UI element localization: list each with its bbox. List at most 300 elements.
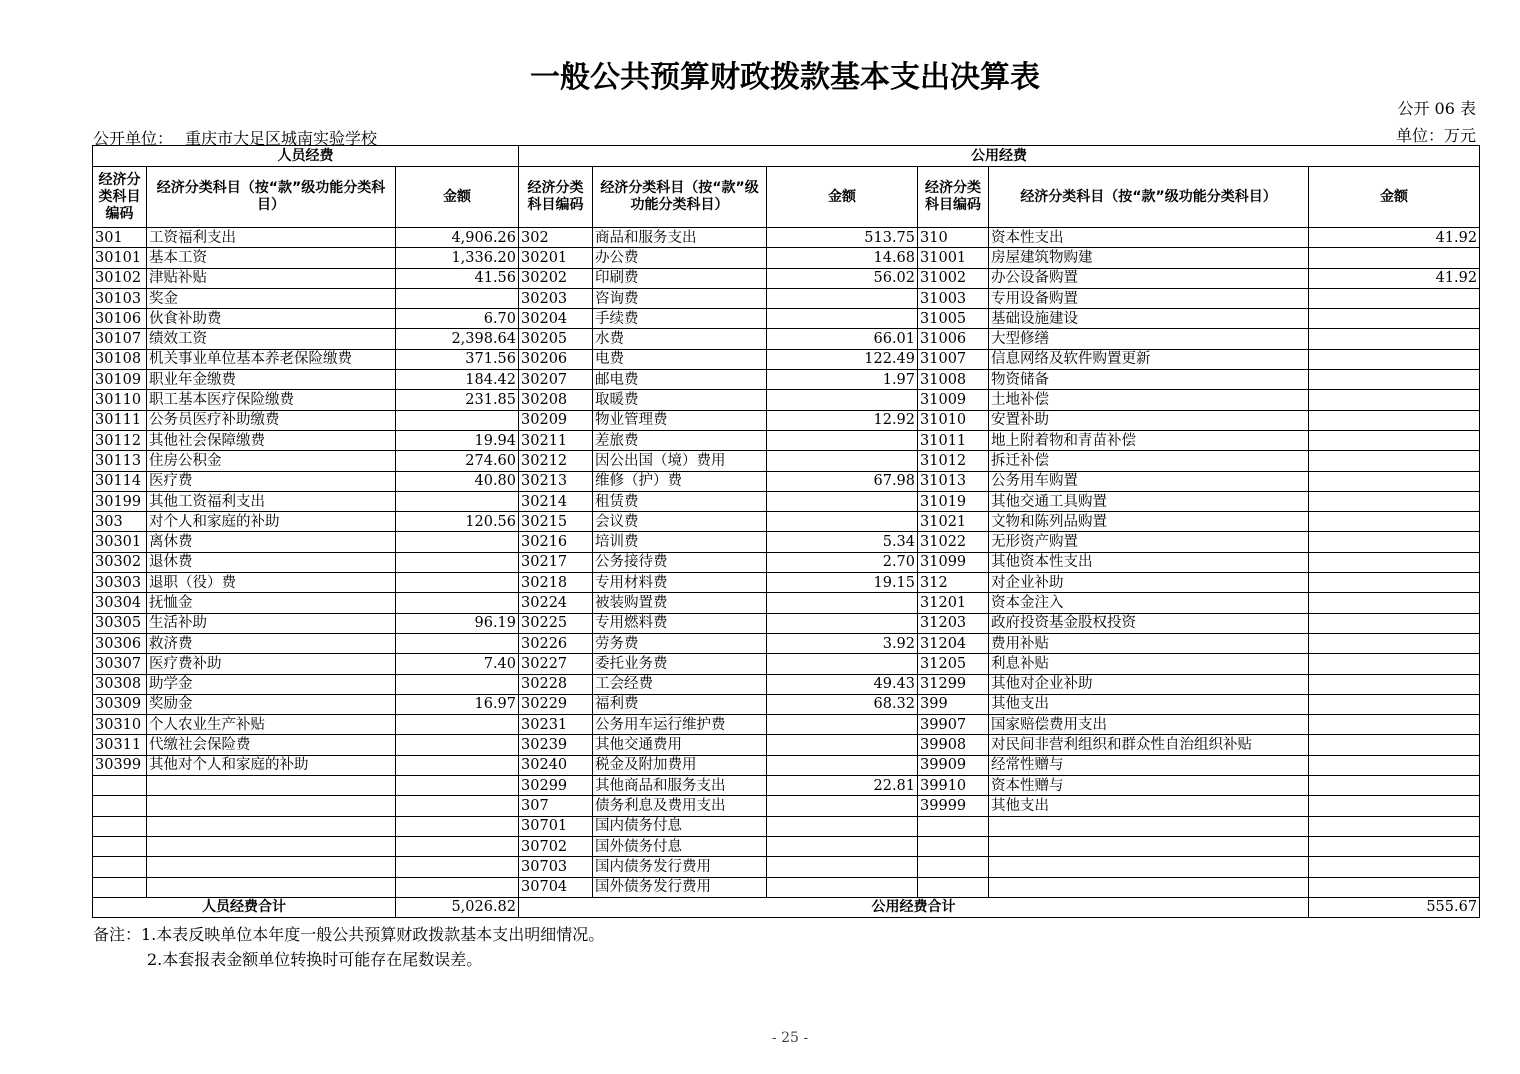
- personnel-amount-cell: [396, 552, 519, 572]
- personnel-amount-cell: [396, 776, 519, 796]
- public-item-cell: 电费: [593, 349, 767, 369]
- personnel-item-cell: 住房公积金: [147, 451, 396, 471]
- public-amount-cell: [767, 288, 918, 308]
- public-amount-cell: [767, 512, 918, 532]
- personnel-item-cell: 退休费: [147, 552, 396, 572]
- table-row: [93, 633, 1480, 653]
- public-code-cell: 30216: [519, 532, 593, 552]
- public-amount-cell: [767, 430, 918, 450]
- capital-amount-cell: [1309, 776, 1480, 796]
- personnel-code-cell: 30308: [93, 674, 147, 694]
- personnel-amount-cell: [396, 877, 519, 897]
- capital-item-cell: [989, 877, 1309, 897]
- capital-amount-cell: [1309, 390, 1480, 410]
- public-code-cell: 30239: [519, 735, 593, 755]
- capital-code-cell: 31012: [918, 451, 989, 471]
- personnel-amount-cell: [396, 593, 519, 613]
- personnel-code-cell: [93, 816, 147, 836]
- capital-code-cell: 39909: [918, 755, 989, 775]
- unit-label: 公开单位：: [93, 129, 174, 148]
- table-row: [93, 776, 1480, 796]
- amount-header: 金额: [1309, 167, 1480, 228]
- capital-amount-cell: [1309, 288, 1480, 308]
- personnel-item-cell: 公务员医疗补助缴费: [147, 410, 396, 430]
- personnel-code-cell: 30103: [93, 288, 147, 308]
- public-item-cell: 取暖费: [593, 390, 767, 410]
- capital-code-cell: 31021: [918, 512, 989, 532]
- public-amount-cell: [767, 451, 918, 471]
- personnel-amount-cell: 274.60: [396, 451, 519, 471]
- personnel-item-cell: [147, 836, 396, 856]
- capital-amount-cell: [1309, 512, 1480, 532]
- personnel-code-cell: 30199: [93, 491, 147, 511]
- personnel-item-cell: 机关事业单位基本养老保险缴费: [147, 349, 396, 369]
- table-row: [93, 390, 1480, 410]
- table-row: [93, 857, 1480, 877]
- personnel-item-cell: 其他对个人和家庭的补助: [147, 755, 396, 775]
- name-header: 经济分类科目（按“款”级功能分类科目）: [593, 167, 767, 228]
- capital-amount-cell: [1309, 613, 1480, 633]
- notes: [93, 922, 604, 972]
- public-amount-cell: [767, 593, 918, 613]
- public-code-cell: 30226: [519, 633, 593, 653]
- public-item-cell: 手续费: [593, 309, 767, 329]
- table-row: [93, 430, 1480, 450]
- personnel-total-amount: 5,026.82: [396, 897, 519, 917]
- personnel-item-cell: 对个人和家庭的补助: [147, 512, 396, 532]
- public-item-cell: 会议费: [593, 512, 767, 532]
- personnel-item-cell: 基本工资: [147, 248, 396, 268]
- personnel-item-cell: 代缴社会保险费: [147, 735, 396, 755]
- public-item-cell: 公务用车运行维护费: [593, 715, 767, 735]
- personnel-amount-cell: [396, 674, 519, 694]
- column-header-row: [93, 167, 1480, 228]
- personnel-amount-cell: 4,906.26: [396, 228, 519, 248]
- personnel-item-cell: 其他工资福利支出: [147, 491, 396, 511]
- capital-amount-cell: 41.92: [1309, 228, 1480, 248]
- capital-item-cell: 利息补贴: [989, 654, 1309, 674]
- name-header: 经济分类科目（按“款”级功能分类科目）: [989, 167, 1309, 228]
- table-row: [93, 491, 1480, 511]
- personnel-amount-cell: 231.85: [396, 390, 519, 410]
- public-item-cell: 邮电费: [593, 370, 767, 390]
- public-code-cell: 30229: [519, 694, 593, 714]
- table-row: [93, 715, 1480, 735]
- public-code-cell: 30202: [519, 268, 593, 288]
- capital-code-cell: 31011: [918, 430, 989, 450]
- public-item-cell: 委托业务费: [593, 654, 767, 674]
- public-amount-cell: 67.98: [767, 471, 918, 491]
- capital-item-cell: 文物和陈列品购置: [989, 512, 1309, 532]
- public-item-cell: 专用材料费: [593, 573, 767, 593]
- public-amount-cell: [767, 877, 918, 897]
- public-amount-cell: 12.92: [767, 410, 918, 430]
- public-amount-cell: 68.32: [767, 694, 918, 714]
- capital-code-cell: 31003: [918, 288, 989, 308]
- currency-unit: 单位：万元: [1395, 126, 1476, 145]
- public-item-cell: 福利费: [593, 694, 767, 714]
- personnel-code-cell: 30303: [93, 573, 147, 593]
- capital-item-cell: 经常性赠与: [989, 755, 1309, 775]
- personnel-item-cell: [147, 857, 396, 877]
- capital-code-cell: 31201: [918, 593, 989, 613]
- table-row: [93, 755, 1480, 775]
- personnel-item-cell: 职工基本医疗保险缴费: [147, 390, 396, 410]
- capital-item-cell: [989, 836, 1309, 856]
- public-item-cell: 培训费: [593, 532, 767, 552]
- capital-code-cell: 39999: [918, 796, 989, 816]
- public-item-cell: 差旅费: [593, 430, 767, 450]
- capital-code-cell: 39907: [918, 715, 989, 735]
- public-code-cell: 30211: [519, 430, 593, 450]
- personnel-amount-cell: 184.42: [396, 370, 519, 390]
- personnel-item-cell: 抚恤金: [147, 593, 396, 613]
- personnel-code-cell: 30302: [93, 552, 147, 572]
- public-amount-cell: [767, 309, 918, 329]
- capital-amount-cell: [1309, 836, 1480, 856]
- public-item-cell: 国外债务付息: [593, 836, 767, 856]
- personnel-item-cell: 其他社会保障缴费: [147, 430, 396, 450]
- public-total-label: 公用经费合计: [519, 897, 1309, 917]
- public-amount-cell: [767, 857, 918, 877]
- personnel-code-cell: 30113: [93, 451, 147, 471]
- code-header: 经济分类科目编码: [519, 167, 593, 228]
- table-row: [93, 370, 1480, 390]
- table-row: [93, 877, 1480, 897]
- capital-item-cell: 基础设施建设: [989, 309, 1309, 329]
- public-amount-cell: 56.02: [767, 268, 918, 288]
- capital-amount-cell: [1309, 796, 1480, 816]
- capital-item-cell: [989, 857, 1309, 877]
- personnel-item-cell: [147, 877, 396, 897]
- table-row: [93, 349, 1480, 369]
- code-header: 经济分类科目编码: [918, 167, 989, 228]
- capital-item-cell: 对民间非营利组织和群众性自治组织补贴: [989, 735, 1309, 755]
- table-row: [93, 816, 1480, 836]
- capital-code-cell: 312: [918, 573, 989, 593]
- personnel-amount-cell: [396, 836, 519, 856]
- capital-amount-cell: [1309, 248, 1480, 268]
- table-row: [93, 512, 1480, 532]
- personnel-amount-cell: 120.56: [396, 512, 519, 532]
- capital-amount-cell: [1309, 654, 1480, 674]
- public-item-cell: 国外债务发行费用: [593, 877, 767, 897]
- personnel-code-cell: [93, 857, 147, 877]
- personnel-amount-cell: 1,336.20: [396, 248, 519, 268]
- personnel-amount-cell: 41.56: [396, 268, 519, 288]
- capital-code-cell: 31005: [918, 309, 989, 329]
- capital-amount-cell: [1309, 349, 1480, 369]
- capital-amount-cell: [1309, 573, 1480, 593]
- capital-item-cell: 信息网络及软件购置更新: [989, 349, 1309, 369]
- capital-amount-cell: [1309, 370, 1480, 390]
- personnel-code-cell: 30301: [93, 532, 147, 552]
- capital-amount-cell: [1309, 491, 1480, 511]
- public-item-cell: 国内债务发行费用: [593, 857, 767, 877]
- public-amount-cell: [767, 715, 918, 735]
- capital-code-cell: 31205: [918, 654, 989, 674]
- personnel-code-cell: 30112: [93, 430, 147, 450]
- personnel-code-cell: 30310: [93, 715, 147, 735]
- public-item-cell: 咨询费: [593, 288, 767, 308]
- table-row: [93, 654, 1480, 674]
- public-amount-cell: 19.15: [767, 573, 918, 593]
- personnel-amount-cell: [396, 532, 519, 552]
- personnel-amount-cell: [396, 796, 519, 816]
- personnel-code-cell: 30101: [93, 248, 147, 268]
- capital-item-cell: 大型修缮: [989, 329, 1309, 349]
- public-item-cell: 其他交通费用: [593, 735, 767, 755]
- capital-item-cell: 物资储备: [989, 370, 1309, 390]
- personnel-amount-cell: [396, 816, 519, 836]
- personnel-amount-cell: [396, 288, 519, 308]
- personnel-item-cell: [147, 816, 396, 836]
- capital-item-cell: 资本性支出: [989, 228, 1309, 248]
- capital-item-cell: 房屋建筑物购建: [989, 248, 1309, 268]
- public-code-cell: 30701: [519, 816, 593, 836]
- public-code-cell: 30217: [519, 552, 593, 572]
- capital-amount-cell: [1309, 816, 1480, 836]
- table-row: [93, 613, 1480, 633]
- public-amount-cell: [767, 796, 918, 816]
- public-amount-cell: 14.68: [767, 248, 918, 268]
- personnel-code-cell: 30306: [93, 633, 147, 653]
- personnel-code-cell: [93, 796, 147, 816]
- public-code-cell: 30208: [519, 390, 593, 410]
- table-row: [93, 552, 1480, 572]
- public-item-cell: 物业管理费: [593, 410, 767, 430]
- public-code-cell: 30218: [519, 573, 593, 593]
- capital-item-cell: 其他支出: [989, 796, 1309, 816]
- public-code-cell: 30231: [519, 715, 593, 735]
- note-2: 2.本套报表金额单位转换时可能存在尾数误差。: [147, 950, 483, 969]
- capital-item-cell: 无形资产购置: [989, 532, 1309, 552]
- table-row: [93, 268, 1480, 288]
- public-item-cell: 债务利息及费用支出: [593, 796, 767, 816]
- table-number: 公开 06 表: [1397, 99, 1476, 118]
- personnel-code-cell: 30108: [93, 349, 147, 369]
- personnel-code-cell: 30106: [93, 309, 147, 329]
- capital-amount-cell: [1309, 674, 1480, 694]
- capital-item-cell: 国家赔偿费用支出: [989, 715, 1309, 735]
- public-item-cell: 劳务费: [593, 633, 767, 653]
- public-item-cell: 因公出国（境）费用: [593, 451, 767, 471]
- personnel-item-cell: 伙食补助费: [147, 309, 396, 329]
- capital-code-cell: 31019: [918, 491, 989, 511]
- public-code-cell: 30299: [519, 776, 593, 796]
- capital-amount-cell: [1309, 532, 1480, 552]
- personnel-item-cell: 离休费: [147, 532, 396, 552]
- table-row: [93, 471, 1480, 491]
- public-code-cell: 30214: [519, 491, 593, 511]
- table-body: [93, 146, 1480, 918]
- capital-code-cell: 31022: [918, 532, 989, 552]
- public-item-cell: 税金及附加费用: [593, 755, 767, 775]
- capital-amount-cell: [1309, 877, 1480, 897]
- personnel-item-cell: 生活补助: [147, 613, 396, 633]
- personnel-item-cell: 津贴补贴: [147, 268, 396, 288]
- capital-amount-cell: [1309, 552, 1480, 572]
- public-code-cell: 30205: [519, 329, 593, 349]
- personnel-item-cell: 奖励金: [147, 694, 396, 714]
- capital-code-cell: 31002: [918, 268, 989, 288]
- personnel-amount-cell: [396, 633, 519, 653]
- capital-amount-cell: [1309, 430, 1480, 450]
- personnel-item-cell: 助学金: [147, 674, 396, 694]
- personnel-item-cell: 医疗费: [147, 471, 396, 491]
- capital-code-cell: 31204: [918, 633, 989, 653]
- table-row: [93, 329, 1480, 349]
- capital-item-cell: 地上附着物和青苗补偿: [989, 430, 1309, 450]
- public-code-cell: 30203: [519, 288, 593, 308]
- public-code-cell: 30702: [519, 836, 593, 856]
- public-amount-cell: 2.70: [767, 552, 918, 572]
- personnel-amount-cell: 6.70: [396, 309, 519, 329]
- amount-header: 金额: [767, 167, 918, 228]
- public-code-cell: 30240: [519, 755, 593, 775]
- public-item-cell: 其他商品和服务支出: [593, 776, 767, 796]
- public-amount-cell: 49.43: [767, 674, 918, 694]
- public-total-amount: 555.67: [1309, 897, 1480, 917]
- personnel-code-cell: 301: [93, 228, 147, 248]
- personnel-amount-cell: 19.94: [396, 430, 519, 450]
- public-header: 公用经费: [519, 146, 1480, 167]
- capital-amount-cell: [1309, 593, 1480, 613]
- page-title: 一般公共预算财政拨款基本支出决算表: [530, 60, 1040, 95]
- public-amount-cell: [767, 836, 918, 856]
- personnel-amount-cell: [396, 735, 519, 755]
- capital-code-cell: 39908: [918, 735, 989, 755]
- public-code-cell: 30225: [519, 613, 593, 633]
- capital-item-cell: 其他对企业补助: [989, 674, 1309, 694]
- capital-code-cell: 31008: [918, 370, 989, 390]
- group-header-row: [93, 146, 1480, 167]
- capital-code-cell: 31013: [918, 471, 989, 491]
- personnel-header: 人员经费: [93, 146, 519, 167]
- personnel-amount-cell: 7.40: [396, 654, 519, 674]
- personnel-code-cell: 30110: [93, 390, 147, 410]
- table-row: [93, 228, 1480, 248]
- note-1: 备注：1.本表反映单位本年度一般公共预算财政拨款基本支出明细情况。: [93, 925, 605, 944]
- personnel-code-cell: 30107: [93, 329, 147, 349]
- table-row: [93, 796, 1480, 816]
- public-amount-cell: 22.81: [767, 776, 918, 796]
- personnel-item-cell: 奖金: [147, 288, 396, 308]
- capital-amount-cell: [1309, 410, 1480, 430]
- capital-amount-cell: [1309, 309, 1480, 329]
- personnel-amount-cell: 96.19: [396, 613, 519, 633]
- public-amount-cell: [767, 390, 918, 410]
- public-code-cell: 30206: [519, 349, 593, 369]
- public-amount-cell: [767, 613, 918, 633]
- personnel-code-cell: [93, 836, 147, 856]
- totals-row: [93, 897, 1480, 917]
- personnel-code-cell: 30109: [93, 370, 147, 390]
- personnel-code-cell: 30307: [93, 654, 147, 674]
- personnel-code-cell: 30311: [93, 735, 147, 755]
- public-code-cell: 30228: [519, 674, 593, 694]
- public-code-cell: 30207: [519, 370, 593, 390]
- personnel-code-cell: 30305: [93, 613, 147, 633]
- capital-item-cell: 其他支出: [989, 694, 1309, 714]
- personnel-amount-cell: [396, 715, 519, 735]
- personnel-code-cell: 30111: [93, 410, 147, 430]
- table-row: [93, 309, 1480, 329]
- personnel-code-cell: 303: [93, 512, 147, 532]
- public-amount-cell: 5.34: [767, 532, 918, 552]
- capital-item-cell: 对企业补助: [989, 573, 1309, 593]
- public-item-cell: 国内债务付息: [593, 816, 767, 836]
- amount-header: 金额: [396, 167, 519, 228]
- capital-amount-cell: [1309, 329, 1480, 349]
- capital-amount-cell: [1309, 857, 1480, 877]
- capital-code-cell: 31010: [918, 410, 989, 430]
- public-item-cell: 商品和服务支出: [593, 228, 767, 248]
- public-item-cell: 水费: [593, 329, 767, 349]
- capital-amount-cell: [1309, 471, 1480, 491]
- personnel-code-cell: [93, 776, 147, 796]
- public-amount-cell: [767, 816, 918, 836]
- table-row: [93, 451, 1480, 471]
- capital-code-cell: [918, 816, 989, 836]
- capital-amount-cell: [1309, 755, 1480, 775]
- expenditure-table: [92, 145, 1480, 918]
- public-code-cell: 307: [519, 796, 593, 816]
- capital-item-cell: 拆迁补偿: [989, 451, 1309, 471]
- personnel-amount-cell: [396, 857, 519, 877]
- table-row: [93, 836, 1480, 856]
- public-item-cell: 印刷费: [593, 268, 767, 288]
- personnel-amount-cell: 40.80: [396, 471, 519, 491]
- table-row: [93, 674, 1480, 694]
- personnel-item-cell: 工资福利支出: [147, 228, 396, 248]
- personnel-code-cell: 30309: [93, 694, 147, 714]
- public-code-cell: 30704: [519, 877, 593, 897]
- capital-item-cell: 其他资本性支出: [989, 552, 1309, 572]
- personnel-total-label: 人员经费合计: [93, 897, 396, 917]
- capital-amount-cell: [1309, 735, 1480, 755]
- public-item-cell: 租赁费: [593, 491, 767, 511]
- personnel-amount-cell: [396, 491, 519, 511]
- personnel-amount-cell: 16.97: [396, 694, 519, 714]
- personnel-amount-cell: [396, 573, 519, 593]
- personnel-code-cell: [93, 877, 147, 897]
- table-row: [93, 288, 1480, 308]
- capital-code-cell: 31009: [918, 390, 989, 410]
- personnel-item-cell: 医疗费补助: [147, 654, 396, 674]
- name-header: 经济分类科目（按“款”级功能分类科目）: [147, 167, 396, 228]
- capital-code-cell: 31007: [918, 349, 989, 369]
- public-amount-cell: 66.01: [767, 329, 918, 349]
- capital-item-cell: 资本金注入: [989, 593, 1309, 613]
- public-code-cell: 30209: [519, 410, 593, 430]
- capital-item-cell: 费用补贴: [989, 633, 1309, 653]
- public-item-cell: 专用燃料费: [593, 613, 767, 633]
- public-amount-cell: 1.97: [767, 370, 918, 390]
- public-amount-cell: [767, 654, 918, 674]
- personnel-amount-cell: [396, 755, 519, 775]
- personnel-code-cell: 30304: [93, 593, 147, 613]
- capital-code-cell: [918, 836, 989, 856]
- personnel-amount-cell: [396, 410, 519, 430]
- public-code-cell: 30224: [519, 593, 593, 613]
- capital-item-cell: 公务用车购置: [989, 471, 1309, 491]
- public-code-cell: 30201: [519, 248, 593, 268]
- personnel-item-cell: 绩效工资: [147, 329, 396, 349]
- capital-amount-cell: [1309, 451, 1480, 471]
- page-number: - 25 -: [771, 1030, 809, 1046]
- capital-code-cell: 399: [918, 694, 989, 714]
